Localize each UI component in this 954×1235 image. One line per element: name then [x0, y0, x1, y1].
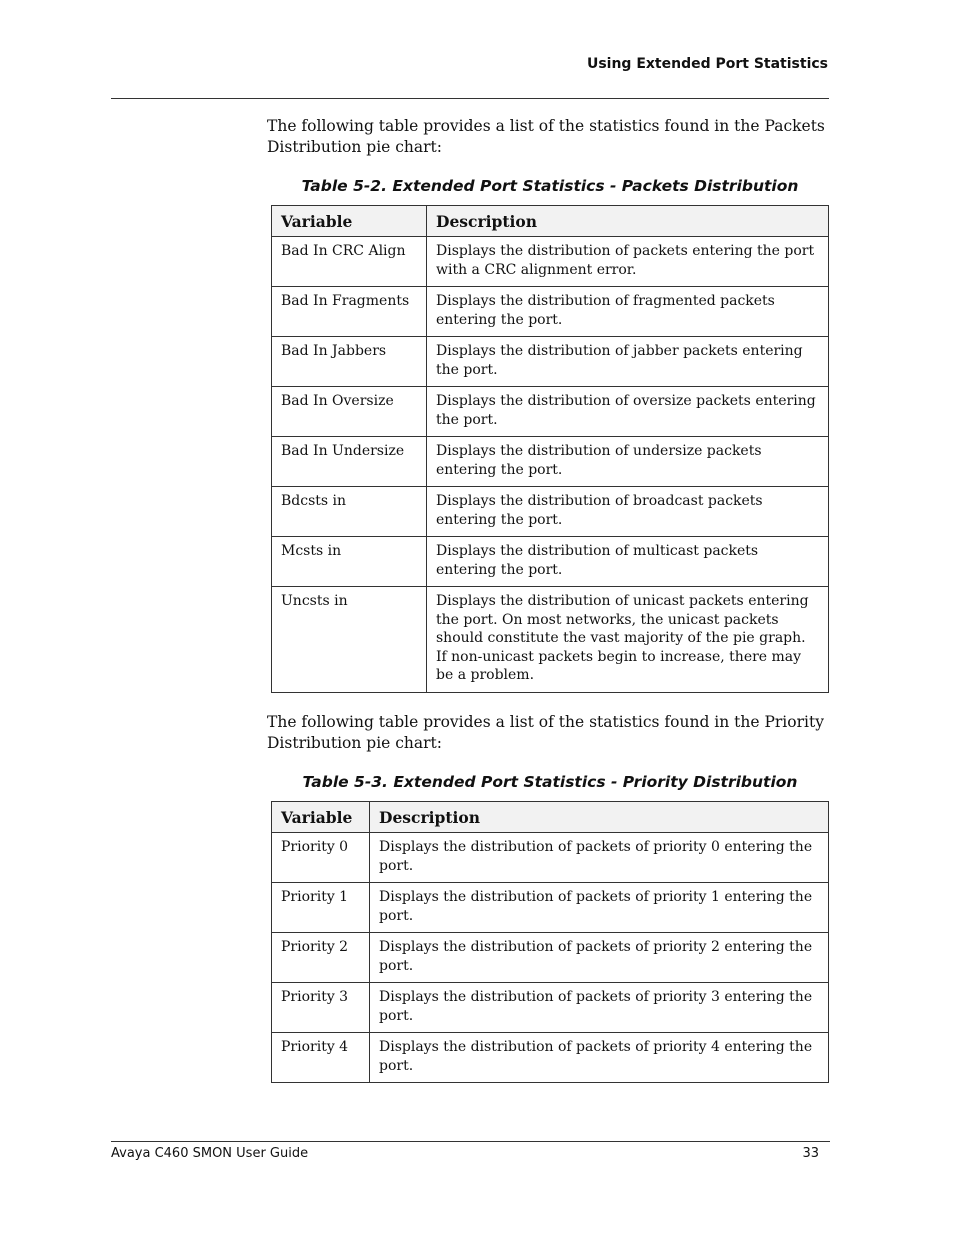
table-caption-packets: Table 5-2. Extended Port Statistics - Packets Distribution: [301, 177, 799, 195]
intro-paragraph-priority: The following table provides a list of the statistics found in the Priority Distribution pie chart:: [267, 713, 824, 752]
priority-distribution-table: [271, 801, 829, 1083]
page-number: 33: [802, 1146, 819, 1161]
variable-cell: Mcsts in: [272, 537, 427, 587]
table-caption-priority: Table 5-3. Extended Port Statistics - Priority Distribution: [302, 773, 798, 791]
description-cell: Displays the distribution of packets of priority 4 entering the port.: [370, 1033, 829, 1083]
table-row: [272, 587, 829, 693]
table-row: [272, 833, 829, 883]
running-head: Using Extended Port Statistics: [586, 56, 828, 72]
footer-rule: [111, 1141, 830, 1142]
column-header-description: Description: [427, 206, 829, 237]
table-row: [272, 983, 829, 1033]
variable-cell: Bad In CRC Align: [272, 237, 427, 287]
column-header-variable: Variable: [272, 206, 427, 237]
table-row: [272, 287, 829, 337]
variable-cell: Priority 2: [272, 933, 370, 983]
description-cell: Displays the distribution of undersize packets entering the port.: [427, 437, 829, 487]
column-header-variable: Variable: [272, 802, 370, 833]
description-cell: Displays the distribution of packets of priority 1 entering the port.: [370, 883, 829, 933]
description-cell: Displays the distribution of fragmented packets entering the port.: [427, 287, 829, 337]
table-row: [272, 1033, 829, 1083]
table-row: [272, 487, 829, 537]
variable-cell: Priority 3: [272, 983, 370, 1033]
variable-cell: Bad In Oversize: [272, 387, 427, 437]
table-row: [272, 387, 829, 437]
variable-cell: Bad In Fragments: [272, 287, 427, 337]
description-cell: Displays the distribution of oversize packets entering the port.: [427, 387, 829, 437]
variable-cell: Bad In Jabbers: [272, 337, 427, 387]
table-row: [272, 237, 829, 287]
description-cell: Displays the distribution of packets entering the port with a CRC alignment error.: [427, 237, 829, 287]
intro-paragraph-packets: The following table provides a list of the statistics found in the Packets Distribution pie chart:: [267, 117, 825, 156]
description-cell: Displays the distribution of multicast packets entering the port.: [427, 537, 829, 587]
header-rule: [111, 98, 829, 99]
table-header-row: [272, 206, 829, 237]
table-row: [272, 437, 829, 487]
variable-cell: Priority 4: [272, 1033, 370, 1083]
packets-distribution-table: [271, 205, 829, 693]
variable-cell: Bad In Undersize: [272, 437, 427, 487]
description-cell: Displays the distribution of packets of priority 3 entering the port.: [370, 983, 829, 1033]
variable-cell: Priority 0: [272, 833, 370, 883]
column-header-description: Description: [370, 802, 829, 833]
description-cell: Displays the distribution of broadcast packets entering the port.: [427, 487, 829, 537]
table-row: [272, 933, 829, 983]
variable-cell: Priority 1: [272, 883, 370, 933]
footer-document-title: Avaya C460 SMON User Guide: [111, 1146, 309, 1161]
variable-cell: Uncsts in: [272, 587, 427, 693]
description-cell: Displays the distribution of jabber packets entering the port.: [427, 337, 829, 387]
variable-cell: Bdcsts in: [272, 487, 427, 537]
table-row: [272, 337, 829, 387]
table-header-row: [272, 802, 829, 833]
description-cell: Displays the distribution of unicast packets entering the port. On most networks, the unicast packets should constitute the vast majority of the pie graph. If non-unicast packets begin to increase, there may be a problem.: [427, 587, 829, 693]
table-row: [272, 537, 829, 587]
description-cell: Displays the distribution of packets of priority 2 entering the port.: [370, 933, 829, 983]
description-cell: Displays the distribution of packets of priority 0 entering the port.: [370, 833, 829, 883]
table-row: [272, 883, 829, 933]
